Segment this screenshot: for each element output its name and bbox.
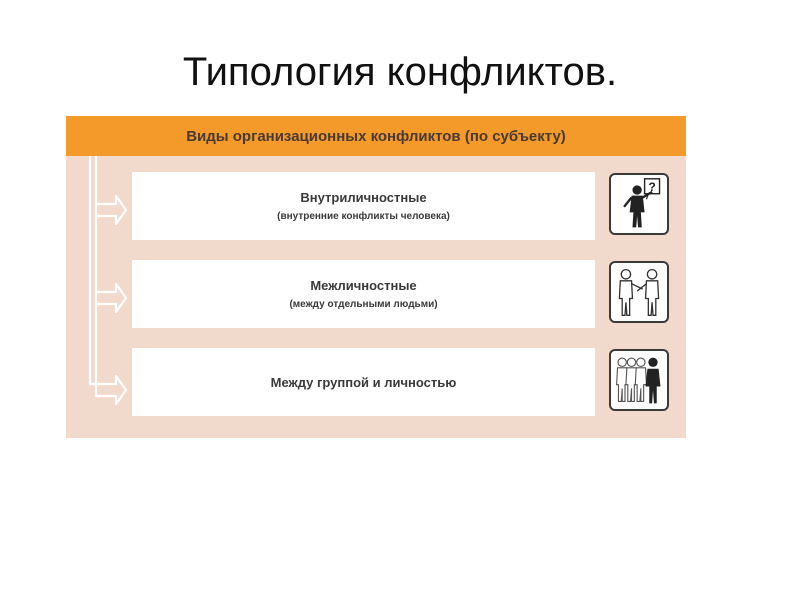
conflict-type-sublabel: (между отдельными людьми) bbox=[289, 299, 438, 310]
conflict-type-sublabel: (внутренние конфликты человека) bbox=[277, 211, 450, 222]
conflict-type-intrapersonal bbox=[132, 172, 595, 240]
conflict-type-label: Межличностные bbox=[310, 278, 417, 293]
two-people-conflict-icon bbox=[609, 261, 669, 323]
person-question-icon bbox=[609, 173, 669, 235]
diagram-header: Виды организационных конфликтов (по субъекту) bbox=[66, 116, 686, 156]
conflict-type-label: Между группой и личностью bbox=[270, 374, 457, 390]
group-vs-person-icon bbox=[609, 349, 669, 411]
conflict-types-diagram bbox=[66, 116, 686, 438]
slide-title: Типология конфликтов. bbox=[182, 50, 618, 94]
conflict-type-label: Внутриличностные bbox=[300, 190, 427, 205]
svg-text:?: ? bbox=[648, 179, 656, 194]
conflict-type-group-vs-person bbox=[132, 348, 595, 416]
conflict-type-interpersonal bbox=[132, 260, 595, 328]
